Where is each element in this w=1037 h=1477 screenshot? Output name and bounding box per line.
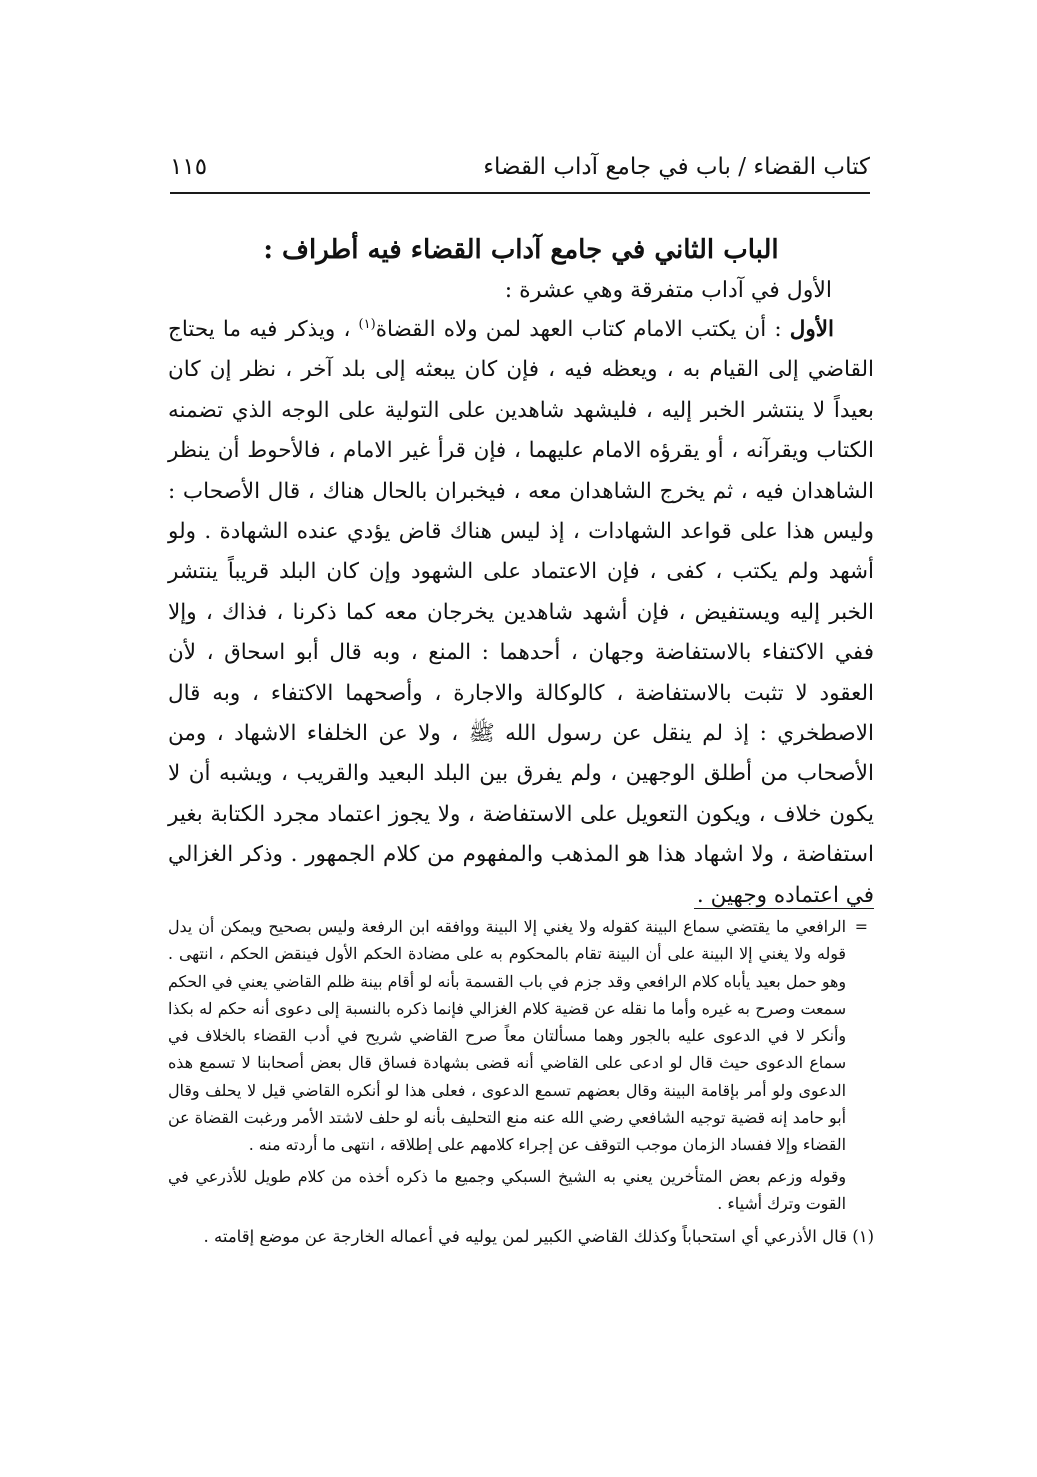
- footnote-marker[interactable]: (١): [358, 316, 376, 332]
- footnote-continuation: [168, 913, 874, 1159]
- footnote-second-paragraph: وقوله وزعم بعض المتأخرين يعني به الشيخ السبكي وجميع ما ذكره أخذه من كلام طويل للأذرعي في القوت وترك أشياء .: [168, 1166, 846, 1213]
- continuation-mark: =: [854, 917, 868, 936]
- footnote-1: [168, 1223, 874, 1251]
- chapter-heading: الباب الثاني في جامع آداب القضاء فيه أطراف :: [263, 235, 779, 265]
- footnote-1-number: (١): [852, 1227, 874, 1247]
- footnote-1-text: قال الأذرعي أي استحباباً وكذلك القاضي الكبير لمن يوليه في أعماله الخارجة عن موضع إقامته .: [203, 1227, 853, 1247]
- body-text-part1: : أن يكتب الامام كتاب العهد لمن ولاه القضاة: [375, 317, 790, 342]
- main-text: [168, 228, 874, 916]
- footnotes: [168, 908, 874, 1251]
- body-text-part2: ، ويذكر فيه ما يحتاج القاضي إلى القيام به ، ويعظه فيه ، فإن كان يبعثه إلى بلد آخر ، نظر إن كان بعيداً لا ينتشر الخبر إليه ، فليشهد شاهدين على التولية على الوجه الذي تضمنه الكتاب ويقرآنه ، أو يقرؤه الامام عليهما ، فإن قرأ غير الامام ، فالأحوط أن ينظر الشاهدان فيه ، ثم يخرج الشاهدان معه ، فيخبران بالحال هناك ، قال الأصحاب : وليس هذا على قواعد الشهادات ، إذ ليس هناك قاض يؤدي عنده الشهادة . ولو أشهد ولم يكتب ، كفى ، فإن الاعتماد على الشهود وإن كان البلد قريباً ينتشر الخبر إليه ويستفيض ، فإن أشهد شاهدين يخرجان معه كما ذكرنا ، فذاك ، وإلا ففي الاكتفاء بالاستفاضة وجهان ، أحدهما : المنع ، وبه قال أبو اسحاق ، لأن العقود لا تثبت بالاستفاضة ، كالوكالة والاجارة ، وأصحهما الاكتفاء ، وبه قال الاصطخري : إذ لم ينقل عن رسول الله ﷺ ، ولا عن الخلفاء الاشهاد ، ومن الأصحاب من أطلق الوجهين ، ولم يفرق بين البلد البعيد والقريب ، ويشبه أن لا يكون خلاف ، ويكون التعويل على الاستفاضة ، ولا يجوز اعتماد مجرد الكتابة بغير استفاضة ، ولا اشهاد هذا هو المذهب والمفهوم من كلام الجمهور . وذكر الغزالي في اعتماده وجهين .: [168, 317, 874, 908]
- footnote-continuation-text: الرافعي ما يقتضي سماع البينة كقوله ولا يغني إلا البينة ووافقه ابن الرفعة وليس بصحيح ويمكن أن يدل قوله ولا يغني إلا البينة على أن البينة تقام بالمحكوم به على مضادة الحكم الأول فينقض الحكم ، انتهى . وهو حمل بعيد يأباه كلام الرافعي وقد جزم في باب القسمة بأنه لو أقام بينة ظلم القاضي يعني في الحكم سمعت وصرح به غيره وأما ما نقله عن قضية كلام الغزالي فإنما ذكره بالنسبة إلى دعوى أنه حكم له بكذا وأنكر لا في الدعوى عليه بالجور وهما مسألتان معاً صرح القاضي شريح في أدب القضاء بالخلاف في سماع الدعوى حيث قال لو ادعى على القاضي أنه قضى بشهادة فساق قال بعض أصحابنا لا تسمع هذه الدعوى ولو أمر بإقامة البينة وقال بعضهم تسمع الدعوى ، فعلى هذا لو أنكره القاضي قيل لا يحلف وقال أبو حامد إنه قضية توجيه الشافعي رضي الله عنه منع التحليف بأنه لو حلف لاشتد الأمر ورغبت القضاة عن القضاء وإلا ففساد الزمان موجب التوقف عن إجراء كلامهم على إطلاقه ، انتهى ما أردته منه .: [168, 917, 846, 1155]
- running-header: [170, 150, 870, 190]
- body-paragraph: [168, 310, 874, 916]
- section-subheading: الأول في آداب متفرقة وهي عشرة :: [504, 278, 832, 303]
- running-title: كتاب القضاء / باب في جامع آداب القضاء: [483, 154, 870, 180]
- lead-word: الأول: [789, 317, 835, 342]
- header-rule: [170, 192, 870, 194]
- footnote-rule: [694, 908, 874, 909]
- page-number: ١١٥: [170, 154, 208, 180]
